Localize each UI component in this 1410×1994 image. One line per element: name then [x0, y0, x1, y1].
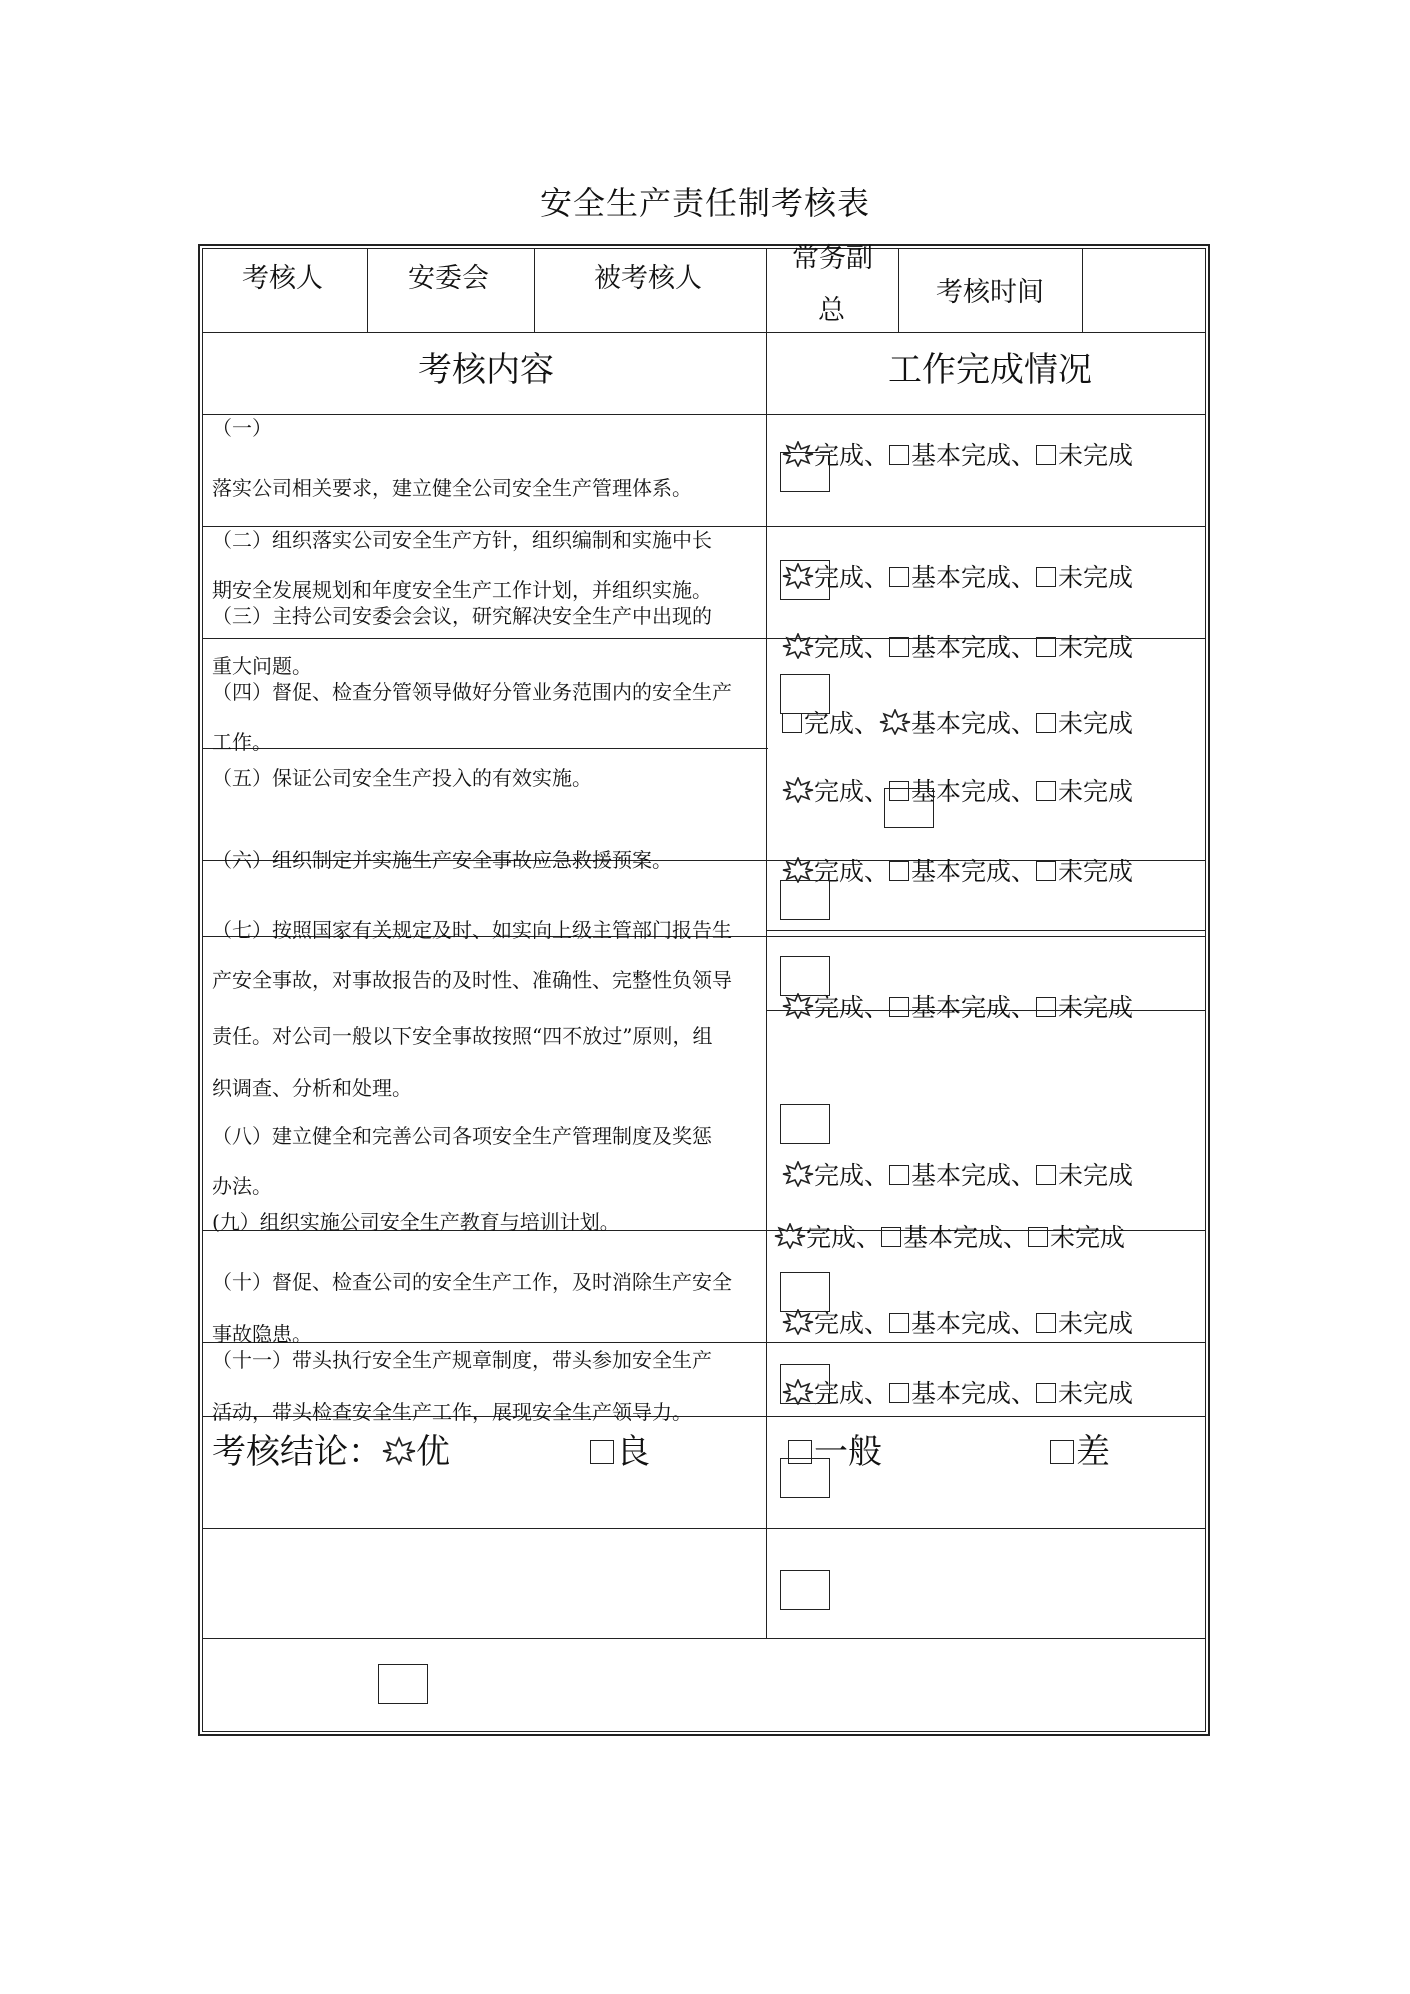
- item-text: 活动，带头检查安全生产工作，展现安全生产领导力。: [212, 1400, 692, 1424]
- checkbox[interactable]: [1036, 1313, 1056, 1333]
- rating-average-option: [788, 1424, 882, 1473]
- option-basic: 基本完成、: [911, 563, 1037, 592]
- column-divider: [898, 248, 899, 332]
- item-text: 产安全事故，对事故报告的及时性、准确性、完整性负领导: [212, 968, 732, 992]
- empty-box: [780, 880, 830, 920]
- option-basic: 基本完成、: [911, 993, 1037, 1022]
- checkbox[interactable]: [1036, 1165, 1056, 1185]
- sun-checkmark-icon[interactable]: [782, 1161, 814, 1187]
- option-notdone: 未完成: [1058, 709, 1134, 738]
- row-divider: [202, 332, 1206, 333]
- status-row-11: [782, 1374, 1133, 1410]
- time-value-field[interactable]: [1084, 250, 1204, 330]
- time-label: 考核时间: [936, 277, 1044, 308]
- item-text: 落实公司相关要求，建立健全公司安全生产管理体系。: [212, 476, 692, 500]
- item-text: 工作。: [212, 730, 272, 754]
- row-divider: [202, 1638, 1206, 1639]
- status-row-7: [782, 988, 1133, 1024]
- item-text: 织调查、分析和处理。: [212, 1076, 412, 1100]
- checkbox[interactable]: [782, 713, 802, 733]
- rating-poor: 差: [1076, 1432, 1110, 1472]
- item-text: 责任。对公司一般以下安全事故按照“四不放过”原则，组: [212, 1024, 713, 1048]
- status-row-4: [782, 704, 1133, 740]
- status-row-1: [782, 436, 1133, 472]
- option-basic: 基本完成、: [911, 1161, 1037, 1190]
- checkbox[interactable]: [1036, 713, 1056, 733]
- sun-checkmark-icon[interactable]: [782, 777, 814, 803]
- rating-poor-option: [1050, 1424, 1110, 1473]
- checkbox[interactable]: [889, 1313, 909, 1333]
- item-text: 事故隐患。: [212, 1322, 312, 1346]
- empty-box: [780, 1104, 830, 1144]
- option-done: 完成、: [814, 441, 890, 470]
- option-done: 完成、: [814, 993, 890, 1022]
- checkbox[interactable]: [788, 1440, 812, 1464]
- conclusion-label: 考核结论：: [212, 1432, 382, 1472]
- checkbox[interactable]: [889, 637, 909, 657]
- option-notdone: 未完成: [1058, 777, 1134, 806]
- option-done: 完成、: [804, 709, 880, 738]
- checkbox[interactable]: [889, 445, 909, 465]
- item-text: 重大问题。: [212, 654, 312, 678]
- checkbox[interactable]: [889, 861, 909, 881]
- checkbox[interactable]: [1036, 445, 1056, 465]
- option-notdone: 未完成: [1058, 1161, 1134, 1190]
- conclusion-row: [212, 1424, 450, 1473]
- option-notdone: 未完成: [1058, 1379, 1134, 1408]
- sun-checkmark-icon[interactable]: [782, 993, 814, 1019]
- empty-box: [780, 956, 830, 996]
- option-notdone: 未完成: [1050, 1223, 1126, 1252]
- checkbox[interactable]: [1028, 1227, 1048, 1247]
- status-row-3: [782, 628, 1133, 664]
- status-row-9: [774, 1218, 1125, 1254]
- row-divider: [202, 1528, 1206, 1529]
- status-row-10: [782, 1304, 1133, 1340]
- sun-checkmark-icon[interactable]: [774, 1223, 806, 1249]
- row-divider: [202, 414, 1206, 415]
- option-notdone: 未完成: [1058, 857, 1134, 886]
- status-row-2: [782, 558, 1133, 594]
- item-text: （二）组织落实公司安全生产方针，组织编制和实施中长: [212, 528, 712, 552]
- rating-average: 一般: [814, 1432, 882, 1472]
- row-divider: [202, 748, 768, 749]
- item-text: （五）保证公司安全生产投入的有效实施。: [212, 766, 592, 790]
- column-divider: [1082, 248, 1083, 332]
- item-text: 办法。: [212, 1174, 272, 1198]
- checkbox[interactable]: [590, 1440, 614, 1464]
- option-done: 完成、: [814, 633, 890, 662]
- option-done: 完成、: [814, 777, 890, 806]
- empty-box: [378, 1664, 428, 1704]
- status-row-6: [782, 852, 1133, 888]
- assessor-value: 安委会: [408, 263, 489, 294]
- item-text: （八）建立健全和完善公司各项安全生产管理制度及奖惩: [212, 1124, 712, 1148]
- option-basic: 基本完成、: [903, 1223, 1029, 1252]
- checkbox[interactable]: [881, 1227, 901, 1247]
- status-column-header: 工作完成情况: [888, 350, 1092, 390]
- assessee-label: 被考核人: [594, 263, 702, 294]
- row-divider: [766, 930, 1206, 931]
- checkbox[interactable]: [1036, 997, 1056, 1017]
- item-text: （六）组织制定并实施生产安全事故应急救援预案。: [212, 848, 672, 872]
- option-notdone: 未完成: [1058, 563, 1134, 592]
- option-basic: 基本完成、: [911, 1379, 1037, 1408]
- empty-box: [780, 1364, 830, 1404]
- rating-excellent: 优: [416, 1432, 450, 1472]
- checkbox[interactable]: [889, 1383, 909, 1403]
- row-divider: [202, 1342, 1206, 1343]
- checkbox[interactable]: [1036, 567, 1056, 587]
- option-done: 完成、: [806, 1223, 882, 1252]
- form-title: 安全生产责任制考核表: [539, 184, 870, 222]
- empty-box: [780, 452, 830, 492]
- option-basic: 基本完成、: [911, 1309, 1037, 1338]
- checkbox[interactable]: [1050, 1440, 1074, 1464]
- option-done: 完成、: [814, 1379, 890, 1408]
- option-basic: 基本完成、: [911, 777, 1037, 806]
- column-divider: [367, 248, 368, 332]
- rating-good: 良: [616, 1432, 650, 1472]
- checkbox[interactable]: [1036, 781, 1056, 801]
- empty-box: [780, 560, 830, 600]
- item-text: （一）: [212, 416, 272, 440]
- item-text: （四）督促、检查分管领导做好分管业务范围内的安全生产: [212, 680, 732, 704]
- option-basic: 基本完成、: [911, 633, 1037, 662]
- status-row-8: [782, 1156, 1133, 1192]
- checkbox[interactable]: [889, 997, 909, 1017]
- item-text: （十）督促、检查公司的安全生产工作，及时消除生产安全: [212, 1270, 732, 1294]
- sun-checkmark-icon[interactable]: [782, 1309, 814, 1335]
- content-column-header: 考核内容: [418, 350, 554, 390]
- empty-box: [780, 1272, 830, 1312]
- empty-box: [884, 788, 934, 828]
- item-text: （十一）带头执行安全生产规章制度，带头参加安全生产: [212, 1348, 712, 1372]
- assessee-value-line1: 常务副: [792, 243, 873, 274]
- checkbox[interactable]: [889, 567, 909, 587]
- column-divider: [766, 248, 767, 1638]
- sun-checkmark-icon[interactable]: [782, 633, 814, 659]
- option-done: 完成、: [814, 1309, 890, 1338]
- checkbox[interactable]: [1036, 1383, 1056, 1403]
- empty-box: [780, 674, 830, 714]
- checkbox[interactable]: [1036, 861, 1056, 881]
- option-basic: 基本完成、: [911, 857, 1037, 886]
- option-done: 完成、: [814, 563, 890, 592]
- option-notdone: 未完成: [1058, 993, 1134, 1022]
- checkbox[interactable]: [889, 1165, 909, 1185]
- option-notdone: 未完成: [1058, 633, 1134, 662]
- option-basic: 基本完成、: [911, 441, 1037, 470]
- option-basic: 基本完成、: [911, 709, 1037, 738]
- rating-good-option: [590, 1424, 650, 1473]
- item-text: （三）主持公司安委会会议，研究解决安全生产中出现的: [212, 604, 712, 628]
- item-text: 期安全发展规划和年度安全生产工作计划，并组织实施。: [212, 578, 712, 602]
- sun-checkmark-icon[interactable]: [879, 709, 911, 735]
- checkbox[interactable]: [1036, 637, 1056, 657]
- empty-box: [780, 1570, 830, 1610]
- assessor-label: 考核人: [242, 263, 323, 294]
- item-text: (九）组织实施公司安全生产教育与培训计划。: [212, 1210, 620, 1234]
- item-text: （七）按照国家有关规定及时、如实向上级主管部门报告生: [212, 918, 732, 942]
- column-divider: [534, 248, 535, 332]
- status-row-5: [782, 772, 1133, 808]
- option-notdone: 未完成: [1058, 1309, 1134, 1338]
- option-done: 完成、: [814, 1161, 890, 1190]
- option-notdone: 未完成: [1058, 441, 1134, 470]
- option-done: 完成、: [814, 857, 890, 886]
- assessee-value-line2: 总: [818, 295, 845, 326]
- sun-checkmark-icon[interactable]: [382, 1435, 416, 1465]
